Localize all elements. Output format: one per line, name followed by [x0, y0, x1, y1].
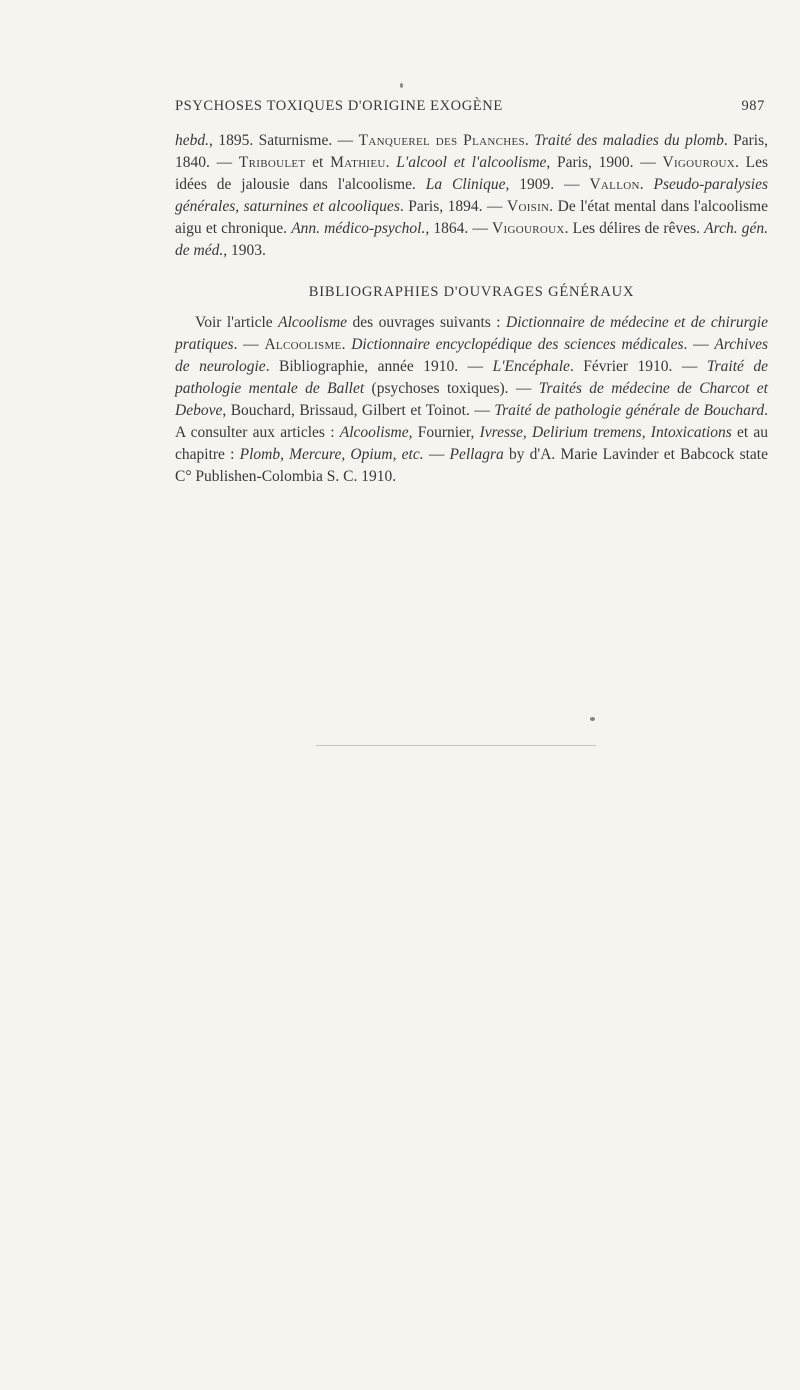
author-name: Vigouroux — [492, 220, 565, 237]
page-body — [175, 130, 768, 488]
ref-text: , 1909. — — [505, 176, 590, 193]
biblio-text: . — [341, 336, 352, 353]
work-title: Traité des maladies du plomb — [534, 132, 724, 149]
author-name: Tanquerel des Planches — [358, 132, 525, 149]
biblio-text: des ouvrages suivants : — [347, 314, 507, 331]
ref-text: , 1864. — — [425, 220, 493, 237]
work-title: Archives de neurologie — [175, 336, 769, 375]
biblio-text: , Bouchard, Brissaud, Gilbert et Toinot. — — [222, 402, 495, 419]
ref-text: . Les délires de rêves. — [564, 220, 705, 237]
ref-text: . Paris, 1894. — — [399, 198, 507, 215]
ref-text: , Paris, 1900. — — [546, 154, 663, 171]
author-name: Alcoolisme — [264, 336, 342, 353]
biblio-text: Voir l'article — [195, 314, 279, 331]
work-title: Alcoolisme — [278, 314, 348, 331]
work-title: Traité de pathologie mentale de Ballet — [175, 358, 769, 397]
ink-speck — [590, 717, 595, 721]
biblio-text: . — — [683, 336, 715, 353]
biblio-text: . Bibliographie, année 1910. — — [265, 358, 493, 375]
author-name: Mathieu — [330, 154, 386, 171]
work-title: Traités de médecine de Charcot et Debove — [175, 380, 768, 419]
work-title: Ivresse, Delirium tremens, Intoxications — [479, 424, 732, 441]
ref-text: . De l'état mental dans l'alcoolisme aigu et chronique. — [175, 198, 768, 237]
biblio-text: . Février 1910. — — [569, 358, 707, 375]
biblio-text: — — [423, 446, 450, 463]
work-title: L'Encéphale — [492, 358, 570, 375]
work-title: Dictionnaire encyclopédique des sciences médicales — [351, 336, 684, 353]
author-name: Vallon — [589, 176, 640, 193]
biblio-text: (psychoses toxiques). — — [364, 380, 539, 397]
ref-text: . — [385, 154, 397, 171]
ref-text: . Les idées de jalousie dans l'alcoolisme. — [175, 154, 769, 193]
ref-text: , 1903. — [223, 242, 266, 259]
ref-text: . — [639, 176, 654, 193]
biblio-text: . — — [233, 336, 265, 353]
work-title: Alcoolisme — [339, 424, 409, 441]
work-title: Traité de pathologie générale de Bouchard — [494, 402, 765, 419]
ref-text: et — [305, 154, 331, 171]
page-header — [175, 98, 765, 118]
ref-text: hebd. — [175, 132, 210, 149]
references-paragraph — [175, 130, 768, 262]
work-title: Arch. gén. de méd. — [175, 220, 768, 259]
page-number: 987 — [741, 98, 765, 114]
biblio-text: by d'A. Marie Lavinder et Babcock state C° Publishen-Colombia S. C. 1910. — [175, 446, 768, 485]
faint-rule — [316, 745, 596, 746]
author-name: Voisin — [506, 198, 550, 215]
author-name: Vigouroux — [662, 154, 736, 171]
section-title: BIBLIOGRAPHIES D'OUVRAGES GÉNÉRAUX — [308, 284, 635, 300]
ref-text: , 1895. Saturnisme. — — [209, 132, 359, 149]
work-title: Plomb, Mercure, Opium, etc. — [239, 446, 424, 463]
work-title: La Clinique — [425, 176, 506, 193]
biblio-text: . A consulter aux articles : — [175, 402, 768, 441]
ref-text: . Paris, 1840. — — [175, 132, 769, 171]
work-title: Ann. médico-psychol. — [291, 220, 426, 237]
author-name: Tribouleт — [238, 154, 306, 171]
ink-speck — [400, 83, 403, 88]
work-title: L'alcool et l'alcoolisme — [396, 154, 547, 171]
bibliography-paragraph — [175, 312, 768, 488]
ref-text: . — [524, 132, 535, 149]
biblio-text: , Fournier, — [408, 424, 480, 441]
work-title: Pseudo-paralysies générales, saturnines et alcooliques — [175, 176, 769, 215]
running-title: PSYCHOSES TOXIQUES D'ORIGINE EXOGÈNE — [175, 98, 503, 114]
work-title: Dictionnaire de médecine et de chirurgie pratiques — [175, 314, 768, 353]
work-title: Pellagra — [449, 446, 504, 463]
biblio-text: et au chapitre : — [175, 424, 769, 463]
